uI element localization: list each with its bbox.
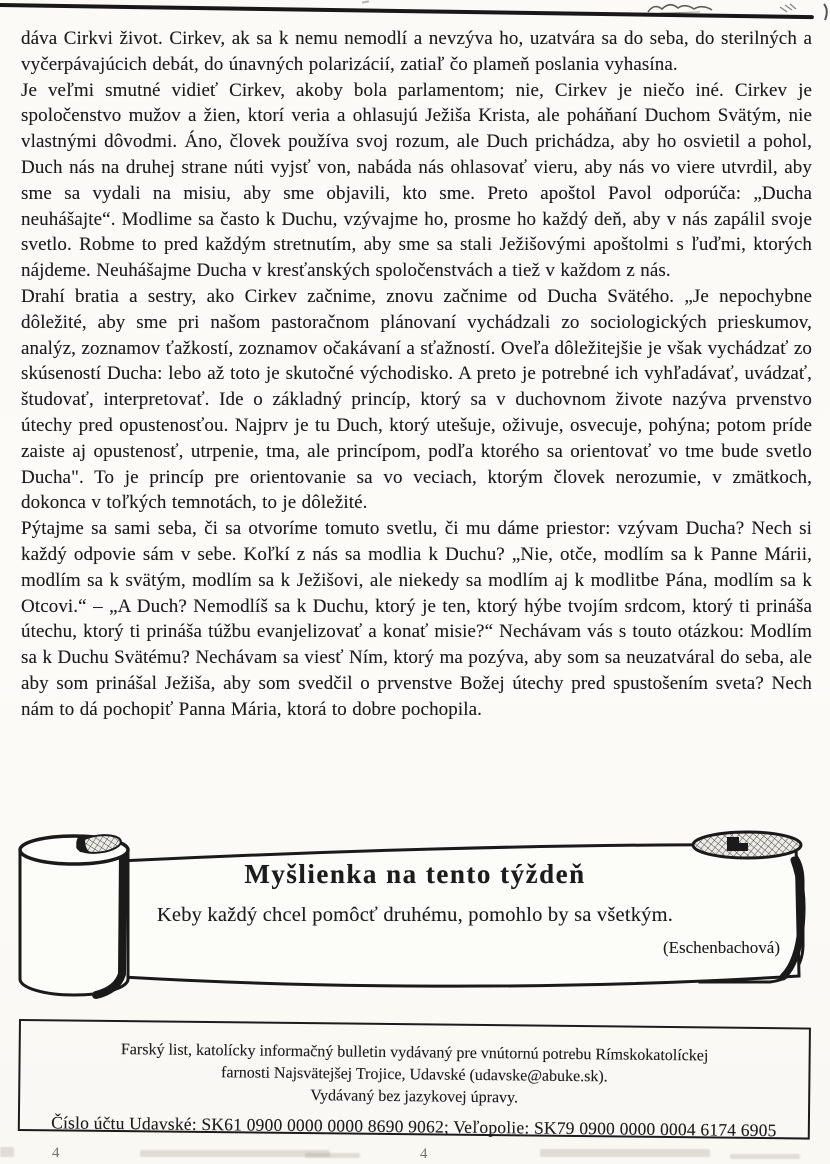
thought-banner — [0, 828, 830, 1020]
paragraph: Drahí bratia a sestry, ako Cirkev začnime, znovu začnime od Ducha Svätého. „Je nepochybne dôležité, aby sme pri našom pastoračnom plánovaní vychádzali zo sociologických prieskumov, analýz, zoznamov ťažkostí, zoznamov očakávaní a sťažností. Oveľa dôležitejšie je však vychádzať zo skúseností Ducha: lebo až toto je skutočné východisko. A preto je potrebné ich vyhľadávať, uvádzať, študovať, interpretovať. Ide o základný princíp, ktorý sa v duchovnom živote nazýva prvenstvo útechy pred opustenosťou. Najprv je tu Duch, ktorý utešuje, oživuje, osvecuje, pohýna; potom príde zaiste aj opustenosť, utrpenie, tma, ale princípom, podľa ktorého sa orientovať vo tme bude svetlo Ducha". To je princíp pre orientovanie sa vo veciach, ktorým človek nerozumie, v zmätkoch, dokonca v toľkých temnotách, to je dôležité. — [21, 285, 812, 514]
pencil-dash-mark — [362, 0, 369, 3]
imprint-line-1: Farský list, katolícky informačný bulletin vydávaný pre vnútornú potrebu Rímskokatolíckej — [120, 1041, 709, 1065]
bleedthrough-mark: 4 — [420, 1146, 428, 1162]
article-body — [21, 26, 812, 828]
bleedthrough-smudge — [730, 1154, 800, 1159]
paragraph: Je veľmi smutné vidieť Cirkev, akoby bola parlamentom; nie, Cirkev je niečo iné. Cirkev je spoločenstvo mužov a žien, ktorí veria a ohlasujú Ježiša Krista, ale poháňaní Duchom Svätým, nie vlastnými dôvodmi. Áno, človek používa svoj rozum, ale Duch prichádza, aby ho osvietil a pohol, Duch nás na druhej strane núti vyjsť von, nabáda nás ohlasovať vieru, aby nás vo viere utvrdil, aby sme sa vydali na misiu, aby sme objavili, kto sme. Preto apoštol Pavol odporúča: „Ducha neuhášajte“. Modlime sa často k Duchu, vzývajme ho, prosme ho každý deň, aby v nás zapálil svoje svetlo. Robme to pred každým stretnutím, aby sme sa stali Ježišovými apoštolmi s ľuďmi, ktorých nájdeme. Neuhášajme Ducha v kresťanských spoločenstvách a tiež v každom z nás. — [21, 79, 812, 282]
bleedthrough-smudge — [0, 1147, 14, 1157]
account-numbers-line: Číslo účtu Udavské: SK61 0900 0000 0000 8690 9062; Veľopolie: SK79 0900 0000 0004 6174 6905 — [51, 1112, 777, 1141]
pencil-scribble-icon — [640, 0, 830, 26]
paragraph: dáva Cirkvi život. Cirkev, ak sa k nemu nemodlí a nevzýva ho, uzatvára sa do seba, do sterilných a vyčerpávajúcich debát, do únavných polarizácií, zatiaľ čo plameň poslania vyhasína. — [21, 28, 812, 75]
banner-quote: Keby každý chcel pomôcť druhému, pomohlo by sa všetkým. — [156, 904, 674, 926]
banner-attribution: (Eschenbachová) — [662, 938, 780, 957]
bleedthrough-smudge — [540, 1149, 710, 1157]
imprint-line-2: farnosti Najsvätejšej Trojice, Udavské (udavske@abuke.sk). — [221, 1064, 608, 1086]
bleedthrough-mark: 4 — [52, 1145, 60, 1161]
paragraph: Pýtajme sa sami seba, či sa otvoríme tomuto svetlu, či mu dáme priestor: vzývam Ducha? Nech si každý odpovie sám v sebe. Koľkí z nás sa modlia k Duchu? „Nie, otče, modlím sa k Panne Márii, modlím sa k svätým, modlím sa k Ježišovi, ale niekedy sa modlím aj k modlitbe Pána, modlím sa k Otcovi.“ – „A Duch? Nemodlíš sa k Duchu, ktorý je ten, ktorý hýbe tvojím srdcom, ktorý ti prináša útechu, ktorý ti prináša túžbu evanjelizovať a konať misie?“ Nechávam vás s touto otázkou: Modlím sa k Duchu Svätému? Nechávam sa viesť Ním, ktorý ma pozýva, aby som sa neuzatváral do seba, ale aby som prinášal Ježiša, aby som svedčil o prvenstve Božej útechy pred spustošením sveta? Nech nám to dá pochopiť Panna Mária, ktorá to dobre pochopila. — [21, 518, 812, 720]
bleedthrough-smudge — [140, 1150, 330, 1157]
imprint-box — [18, 1019, 811, 1140]
bleedthrough-smudge — [305, 1153, 360, 1158]
imprint-line-3: Vydávaný bez jazykovej úpravy. — [310, 1087, 519, 1107]
banner-title: Myšlienka na tento týždeň — [244, 859, 586, 889]
